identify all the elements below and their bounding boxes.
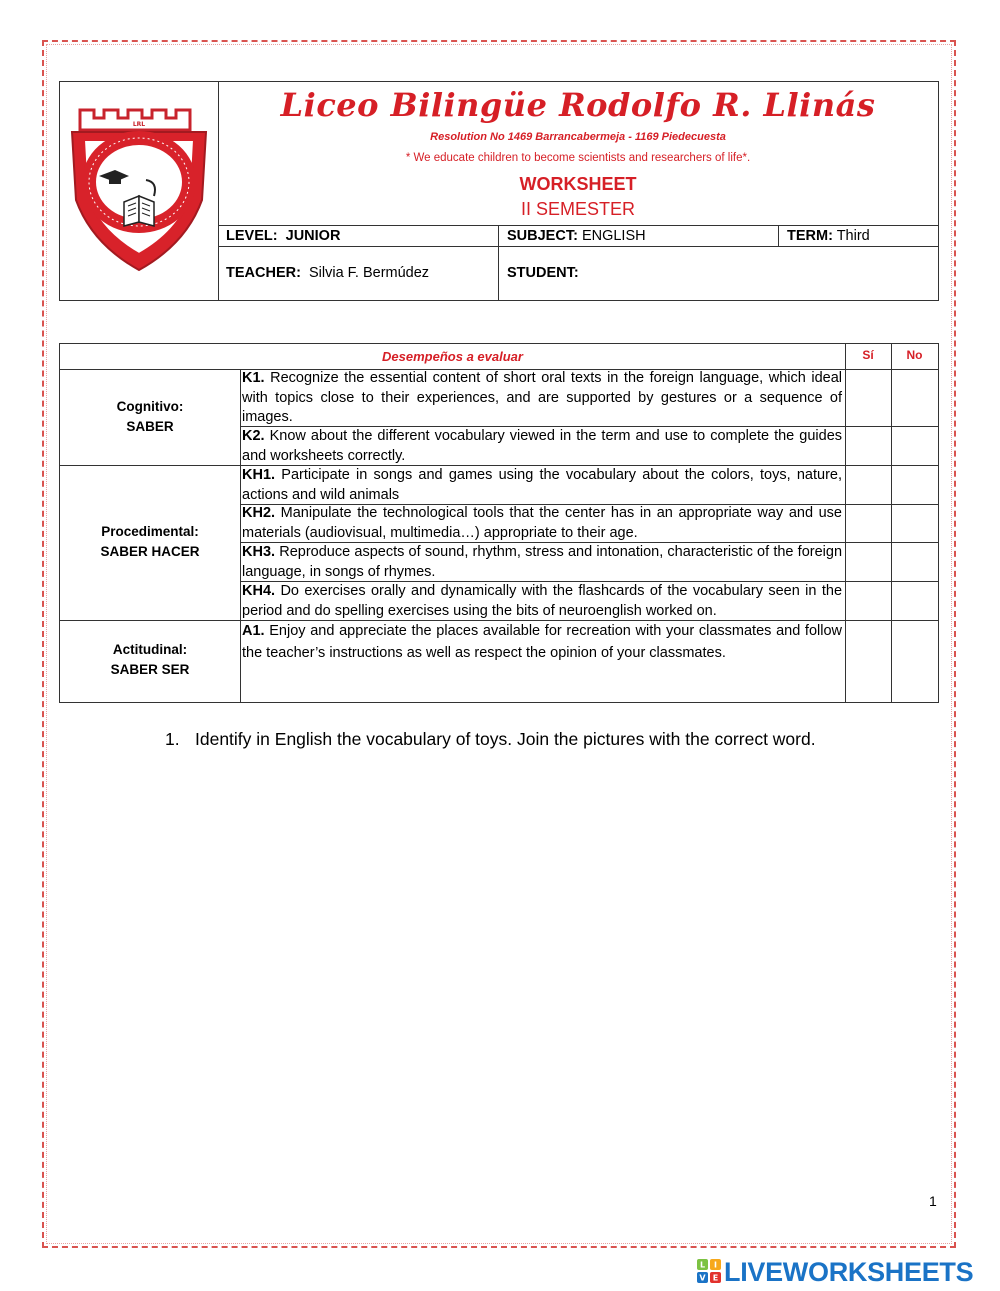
worksheet-title: WORKSHEET	[519, 174, 637, 194]
term-label: TERM:	[787, 228, 833, 244]
category-title: Actitudinal:	[112, 642, 188, 657]
category-procedimental	[60, 522, 240, 562]
level-label: LEVEL:	[226, 228, 278, 244]
page-number: 1	[929, 1193, 937, 1209]
item-code: KH2.	[242, 505, 276, 521]
item-code: KH1.	[242, 467, 276, 483]
rubric-item-kh1	[241, 466, 843, 505]
grid-line	[891, 344, 892, 702]
level-cell	[218, 226, 498, 246]
category-title: Procedimental:	[101, 524, 199, 539]
svg-text:E: E	[712, 1273, 719, 1283]
item-text: Participate in songs and games using the vocabulary about the colors, toys, nature, actions and wild animals	[242, 467, 843, 503]
rubric-item-kh2	[241, 504, 843, 543]
subject-cell	[498, 226, 778, 246]
svg-text:I: I	[714, 1260, 717, 1270]
worksheet-header	[59, 81, 939, 301]
item-code: A1.	[242, 623, 265, 639]
category-title: Cognitivo:	[116, 399, 184, 414]
school-name: Liceo Bilingüe Rodolfo R. Llinás	[280, 86, 876, 124]
rubric-item-k1	[241, 369, 843, 428]
item-code: KH3.	[242, 544, 276, 560]
school-motto: * We educate children to become scientists and researchers of life*.	[405, 152, 751, 164]
item-text: Do exercises orally and dynamically with the flashcards of the vocabulary seen in the period and do spelling exercises using the bits of neuroenglish worked on.	[242, 583, 843, 619]
subject-label: SUBJECT:	[507, 228, 578, 244]
student-cell[interactable]	[498, 247, 938, 300]
liveworksheets-badge-icon	[697, 1259, 721, 1283]
rubric-item-k2	[241, 427, 843, 466]
rubric-item-kh4	[241, 582, 843, 621]
column-no: No	[906, 348, 923, 362]
teacher-value: Silvia F. Bermúdez	[308, 265, 430, 281]
item-code: K1.	[242, 370, 265, 386]
school-logo-cell	[60, 82, 219, 300]
svg-text:V: V	[699, 1273, 706, 1283]
svg-text:L: L	[699, 1260, 706, 1270]
question-text: Identify in English the vocabulary of toys. Join the pictures with the correct word.	[195, 729, 816, 749]
item-code: K2.	[242, 428, 265, 444]
rubric-table	[59, 343, 939, 703]
item-text: Enjoy and appreciate the places available for recreation with your classmates and follow the teacher’s instructions as well as respect the opinion of your classmates.	[242, 623, 843, 661]
rubric-title: Desempeños a evaluar	[382, 349, 523, 364]
item-text: Know about the different vocabulary viewed in the term and use to complete the guides and worksheets correctly.	[242, 428, 843, 464]
rubric-item-a1	[241, 621, 843, 664]
rubric-item-kh3	[241, 543, 843, 582]
info-row-level	[218, 225, 938, 247]
item-text: Recognize the essential content of short oral texts in the foreign language, which ideal with topics close to their experiences, and are supported by gestures or a sequence of images.	[242, 370, 842, 425]
resolution-text: Resolution No 1469 Barrancabermeja - 1169 Piedecuesta	[430, 131, 726, 143]
category-subtitle: SABER HACER	[100, 544, 200, 559]
svg-text:LRL: LRL	[132, 121, 146, 128]
header-info	[218, 82, 938, 300]
student-label: STUDENT:	[507, 265, 579, 281]
liveworksheets-text: LIVEWORKSHEETS	[724, 1257, 974, 1287]
level-value: JUNIOR	[285, 228, 341, 244]
category-subtitle: SABER SER	[110, 662, 190, 677]
grid-line	[845, 344, 846, 702]
teacher-cell	[218, 247, 498, 300]
question-number: 1.	[165, 729, 180, 749]
info-row-teacher	[218, 247, 938, 300]
category-cognitivo	[60, 397, 240, 437]
item-text: Manipulate the technological tools that the center has in an appropriate way and use materials (audiovisual, multimedia…) appropriate to their age.	[242, 505, 842, 541]
teacher-label: TEACHER:	[226, 265, 301, 281]
term-value: Third	[836, 228, 870, 244]
item-code: KH4.	[242, 583, 276, 599]
category-actitudinal	[60, 640, 240, 680]
item-text: Reproduce aspects of sound, rhythm, stress and intonation, characteristic of the foreign language, in songs of rhymes.	[242, 544, 843, 580]
question-1	[165, 729, 816, 750]
semester-label: II SEMESTER	[520, 199, 636, 219]
school-crest-logo	[66, 104, 212, 274]
term-cell	[778, 226, 938, 246]
category-subtitle: SABER	[126, 419, 174, 434]
subject-value: ENGLISH	[581, 228, 646, 244]
column-si: Sí	[862, 348, 874, 362]
